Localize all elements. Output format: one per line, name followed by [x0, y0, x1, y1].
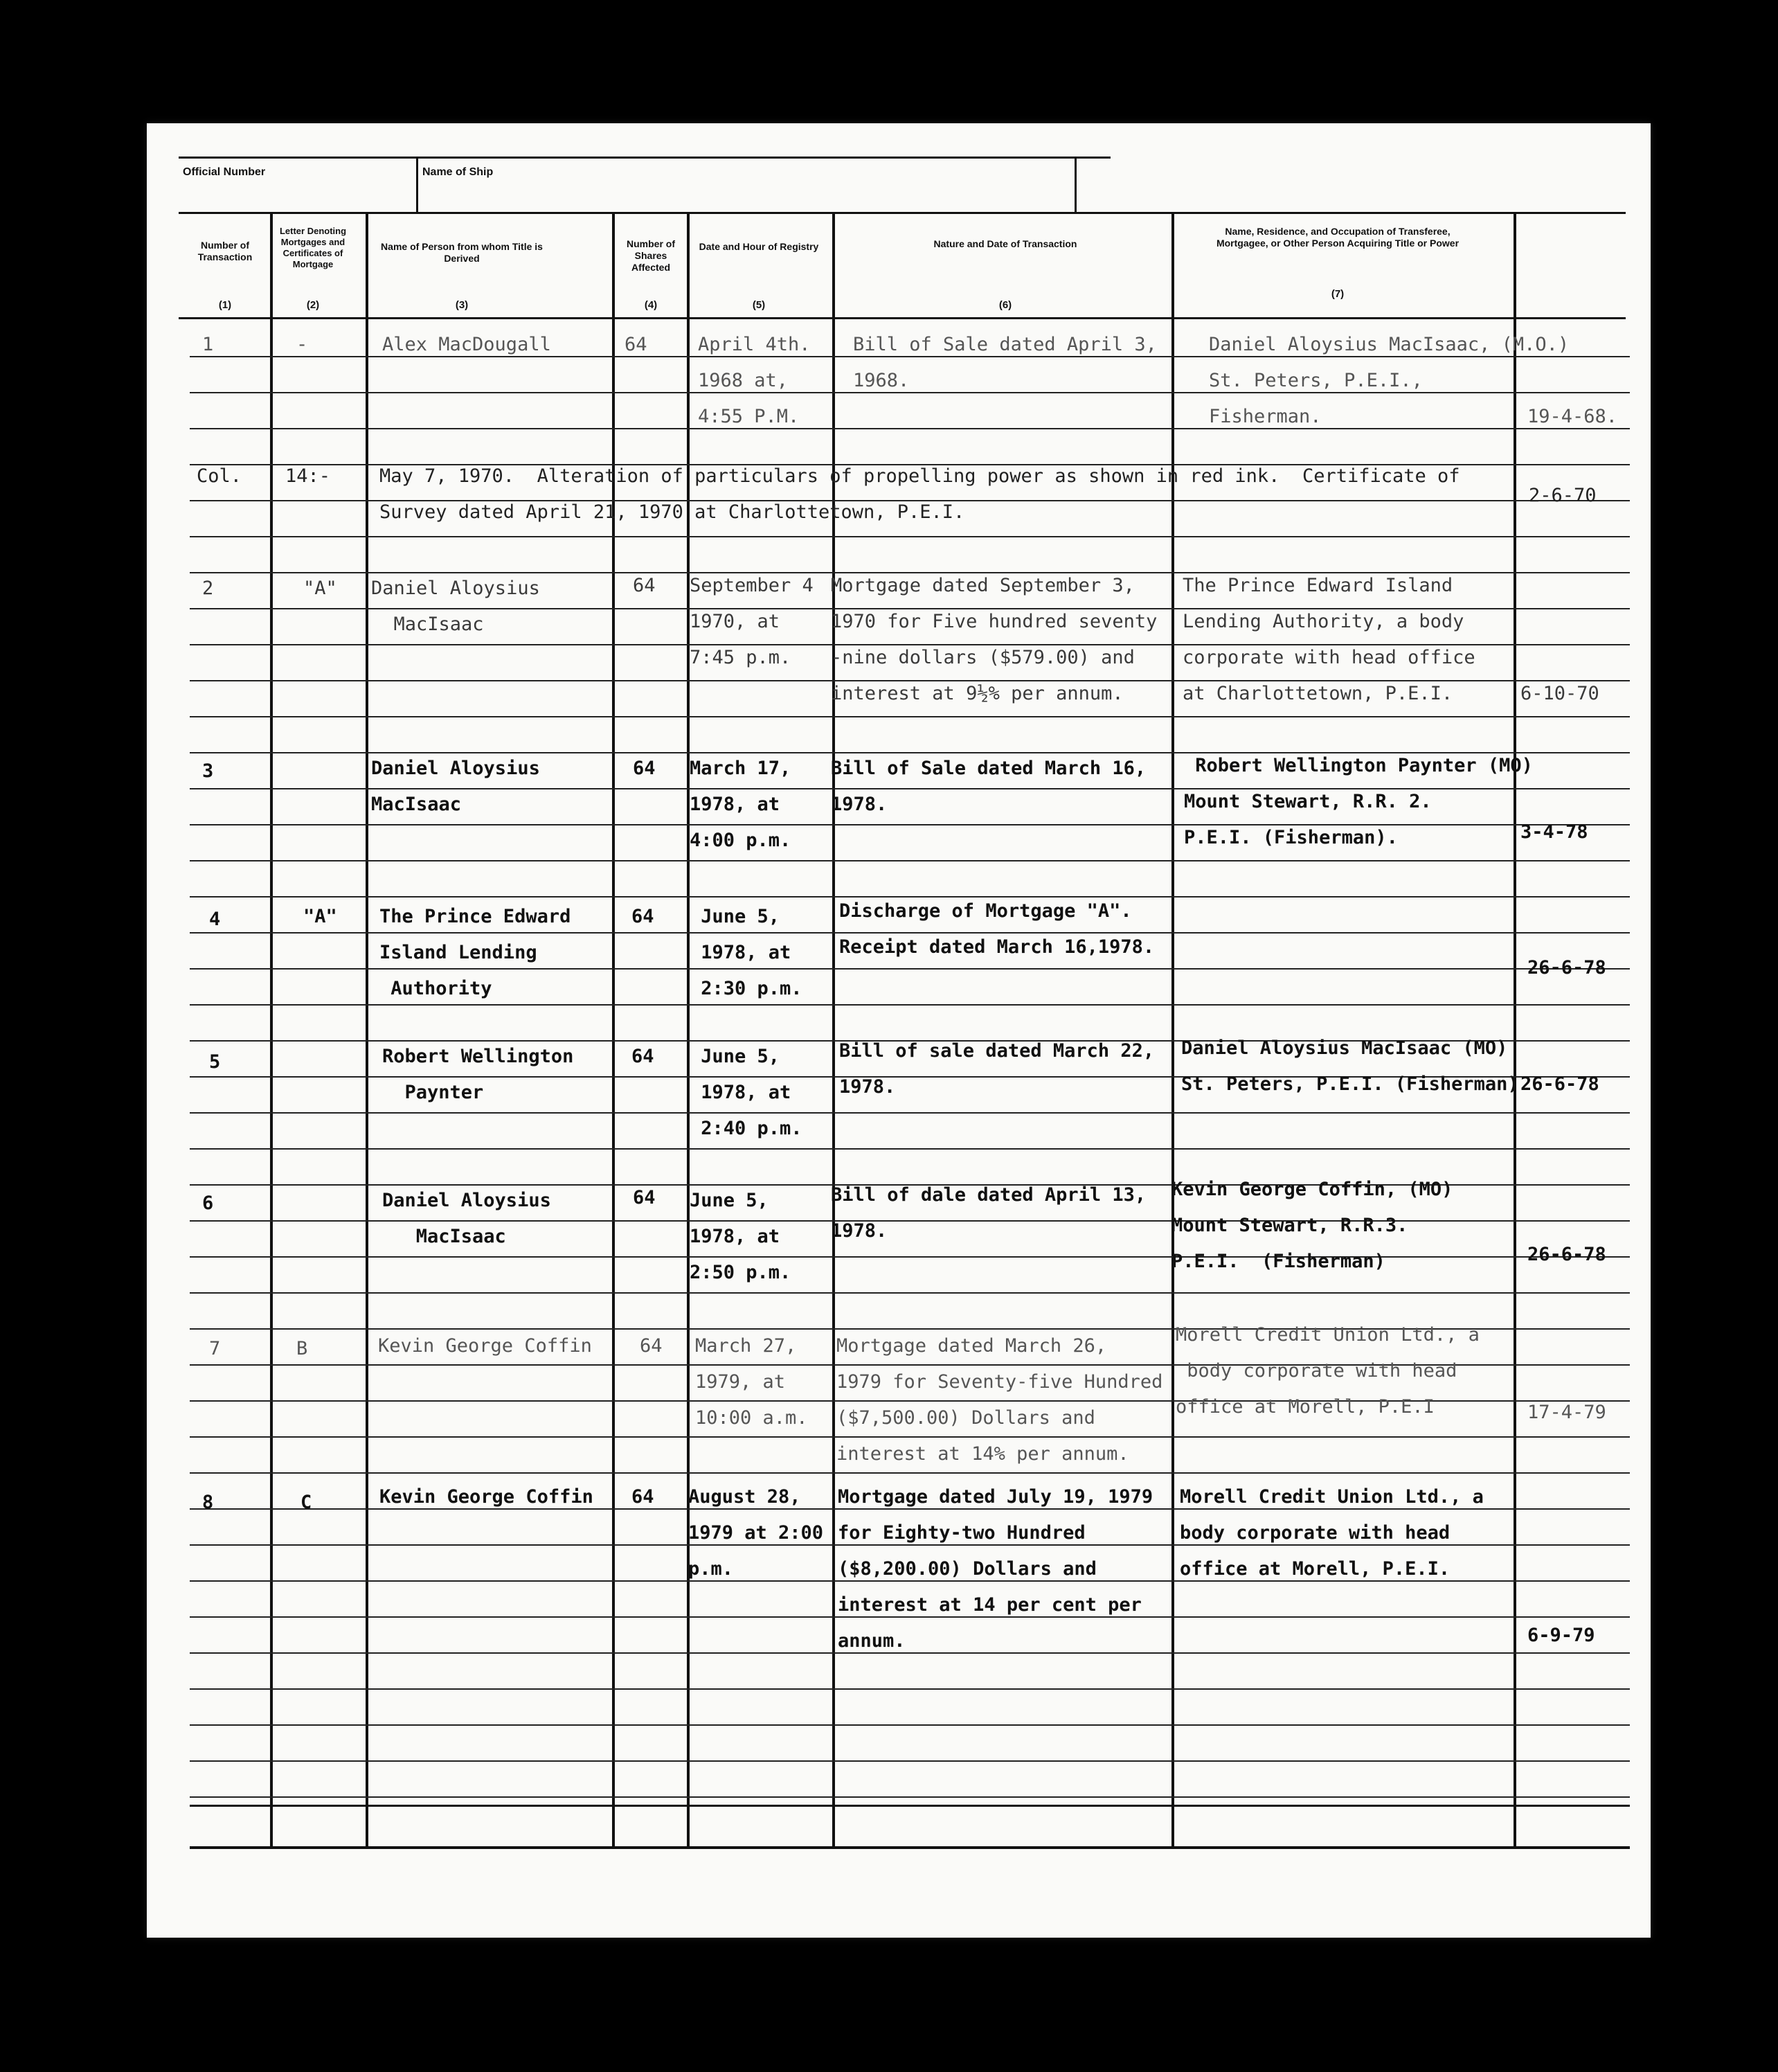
entry-letter: "A": [303, 906, 337, 927]
entry-from: The Prince Edward Island Lending Authority: [379, 906, 571, 999]
columns-top-rule: [179, 212, 1626, 214]
header-num-5: (5): [752, 299, 766, 311]
col-line-1: [270, 212, 273, 1846]
entry-letter: C: [300, 1492, 312, 1513]
columns-header-rule: [179, 317, 1626, 319]
header-num-2: (2): [306, 299, 320, 311]
entry-nature: Discharge of Mortgage "A". Receipt dated March 16,1978.: [839, 900, 1155, 958]
header-shares: Number of Shares Affected: [627, 238, 675, 273]
entry-date: September 4 1970, at 7:45 p.m.: [690, 575, 814, 668]
entry-number: Col.: [197, 465, 242, 487]
entry-note: May 7, 1970. Alteration of particulars of propelling power as shown in red ink. Certificate of Survey dated April 21, 1970 at Charlottetown, P.E.I.: [379, 465, 1460, 523]
entry-letter: B: [296, 1338, 308, 1359]
entry-shares: 64: [625, 334, 647, 355]
entry-number: 4: [209, 909, 221, 930]
header-nature: Nature and Date of Transaction: [933, 238, 1077, 249]
entry-to: Daniel Aloysius MacIsaac, (M.O.) St. Peters, P.E.I., Fisherman.: [1209, 334, 1570, 427]
entry-from: Alex MacDougall: [382, 334, 551, 355]
entry-shares: 64: [633, 1187, 656, 1208]
entry-entered-date: 6-10-70: [1520, 683, 1599, 704]
ruled-line: [190, 1148, 1630, 1150]
entry-entered-date: 2-6-70: [1529, 485, 1597, 506]
entry-number: 8: [202, 1492, 214, 1513]
ruled-line: [190, 1724, 1630, 1726]
entry-date: June 5, 1978, at 2:50 p.m.: [690, 1190, 791, 1283]
header-derived-from: Name of Person from whom Title is Derived: [381, 241, 543, 264]
ruled-line: [190, 1760, 1630, 1762]
entry-shares: 64: [631, 1486, 654, 1508]
header-divider: [416, 157, 418, 213]
entry-entered-date: 3-4-78: [1520, 821, 1588, 843]
entry-number: 6: [202, 1193, 214, 1214]
ruled-line: [190, 1796, 1630, 1798]
entry-to: Morell Credit Union Ltd., a body corporate with head office at Morell, P.E.I.: [1180, 1486, 1484, 1580]
header-num-7: (7): [1331, 288, 1345, 300]
entry-date: April 4th. 1968 at, 4:55 P.M.: [698, 334, 811, 427]
header-transaction-number: Number of Transaction: [197, 240, 253, 262]
header-acquirer: Name, Residence, and Occupation of Transferee, Mortgagee, or Other Person Acquiring Title or Power: [1216, 226, 1460, 249]
col-line-2: [366, 212, 368, 1846]
entry-to: Daniel Aloysius MacIsaac (MO) St. Peters, P.E.I. (Fisherman): [1181, 1037, 1519, 1095]
ruled-line: [190, 860, 1630, 861]
header-top-rule: [179, 157, 1111, 159]
entry-shares: 64: [633, 575, 656, 596]
entry-to: Morell Credit Union Ltd., a body corporate with head office at Morell, P.E.I: [1176, 1324, 1480, 1418]
header-right-edge: [1075, 157, 1077, 213]
col-line-6: [1171, 212, 1174, 1846]
ruled-line: [190, 1112, 1630, 1114]
entry-to: Kevin George Coffin, (MO) Mount Stewart, R.R.3. P.E.I. (Fisherman): [1171, 1179, 1453, 1272]
ruled-line: [190, 1688, 1630, 1690]
header-num-6: (6): [998, 299, 1012, 311]
entry-entered-date: 17-4-79: [1527, 1402, 1606, 1423]
entry-number: 1: [202, 334, 214, 355]
ruled-line: [190, 536, 1630, 537]
entry-number: 7: [209, 1338, 221, 1359]
entry-nature: Bill of Sale dated April 3, 1968.: [853, 334, 1157, 391]
entry-letter: "A": [303, 578, 337, 599]
entry-date: March 27, 1979, at 10:00 a.m.: [695, 1335, 808, 1429]
ruled-line: [190, 716, 1630, 717]
entry-entered-date: 26-6-78: [1527, 957, 1606, 979]
entry-from: Daniel Aloysius MacIsaac: [382, 1190, 551, 1247]
header-num-4: (4): [644, 299, 658, 311]
header-mortgage-letter: Letter Denoting Mortgages and Certificates of Mortgage: [279, 226, 347, 269]
col-line-7: [1514, 212, 1516, 1846]
entry-nature: Mortgage dated September 3, 1970 for Five hundred seventy -nine dollars ($579.00) and interest at 9½% per annum.: [831, 575, 1158, 704]
name-of-ship-label: Name of Ship: [422, 166, 494, 178]
col-line-5: [832, 212, 835, 1846]
entry-date: August 28, 1979 at 2:00 p.m.: [688, 1486, 824, 1580]
col-line-3: [612, 212, 615, 1846]
entry-entered-date: 26-6-78: [1527, 1244, 1606, 1265]
entry-to: The Prince Edward Island Lending Authority, a body corporate with head office at Charlottetown, P.E.I.: [1183, 575, 1475, 704]
entry-number: 3: [202, 760, 214, 782]
register-page: [147, 123, 1651, 1938]
entry-date: March 17, 1978, at 4:00 p.m.: [690, 758, 791, 851]
entry-nature: Bill of dale dated April 13, 1978.: [831, 1184, 1147, 1242]
entry-shares: 64: [633, 758, 656, 779]
header-date-registry: Date and Hour of Registry: [699, 241, 819, 252]
entry-number: 2: [202, 578, 214, 599]
entry-nature: Mortgage dated March 26, 1979 for Seventy-five Hundred ($7,500.00) Dollars and interest at 14% per annum.: [836, 1335, 1163, 1465]
entry-from: Daniel Aloysius MacIsaac: [371, 758, 540, 815]
header-num-1: (1): [218, 299, 232, 311]
bottom-rule-2: [190, 1846, 1630, 1849]
ruled-line: [190, 1472, 1630, 1474]
entry-letter: 14:-: [285, 465, 331, 487]
entry-from: Robert Wellington Paynter: [382, 1046, 574, 1103]
ruled-line: [190, 1292, 1630, 1294]
entry-entered-date: 6-9-79: [1527, 1625, 1595, 1646]
entry-date: June 5, 1978, at 2:40 p.m.: [701, 1046, 802, 1139]
header-num-3: (3): [455, 299, 469, 311]
entry-number: 5: [209, 1051, 221, 1073]
entry-shares: 64: [640, 1335, 663, 1357]
entry-nature: Bill of Sale dated March 16, 1978.: [831, 758, 1147, 815]
entry-to: Robert Wellington Paynter (MO) Mount Stewart, R.R. 2. P.E.I. (Fisherman).: [1184, 755, 1533, 848]
entry-date: June 5, 1978, at 2:30 p.m.: [701, 906, 802, 999]
entry-shares: 64: [631, 906, 654, 927]
entry-nature: Bill of sale dated March 22, 1978.: [839, 1040, 1155, 1098]
entry-from: Kevin George Coffin: [378, 1335, 592, 1357]
entry-entered-date: 26-6-78: [1520, 1073, 1599, 1095]
entry-from: Daniel Aloysius MacIsaac: [371, 578, 540, 635]
entry-from: Kevin George Coffin: [379, 1486, 593, 1508]
entry-shares: 64: [631, 1046, 654, 1067]
entry-entered-date: 19-4-68.: [1527, 406, 1618, 427]
official-number-label: Official Number: [183, 166, 266, 178]
bottom-rule-1: [190, 1805, 1630, 1807]
col-line-4: [687, 212, 690, 1846]
entry-nature: Mortgage dated July 19, 1979 for Eighty-two Hundred ($8,200.00) Dollars and interest at 14 per cent per annum.: [838, 1486, 1153, 1652]
entry-letter: -: [296, 334, 308, 355]
